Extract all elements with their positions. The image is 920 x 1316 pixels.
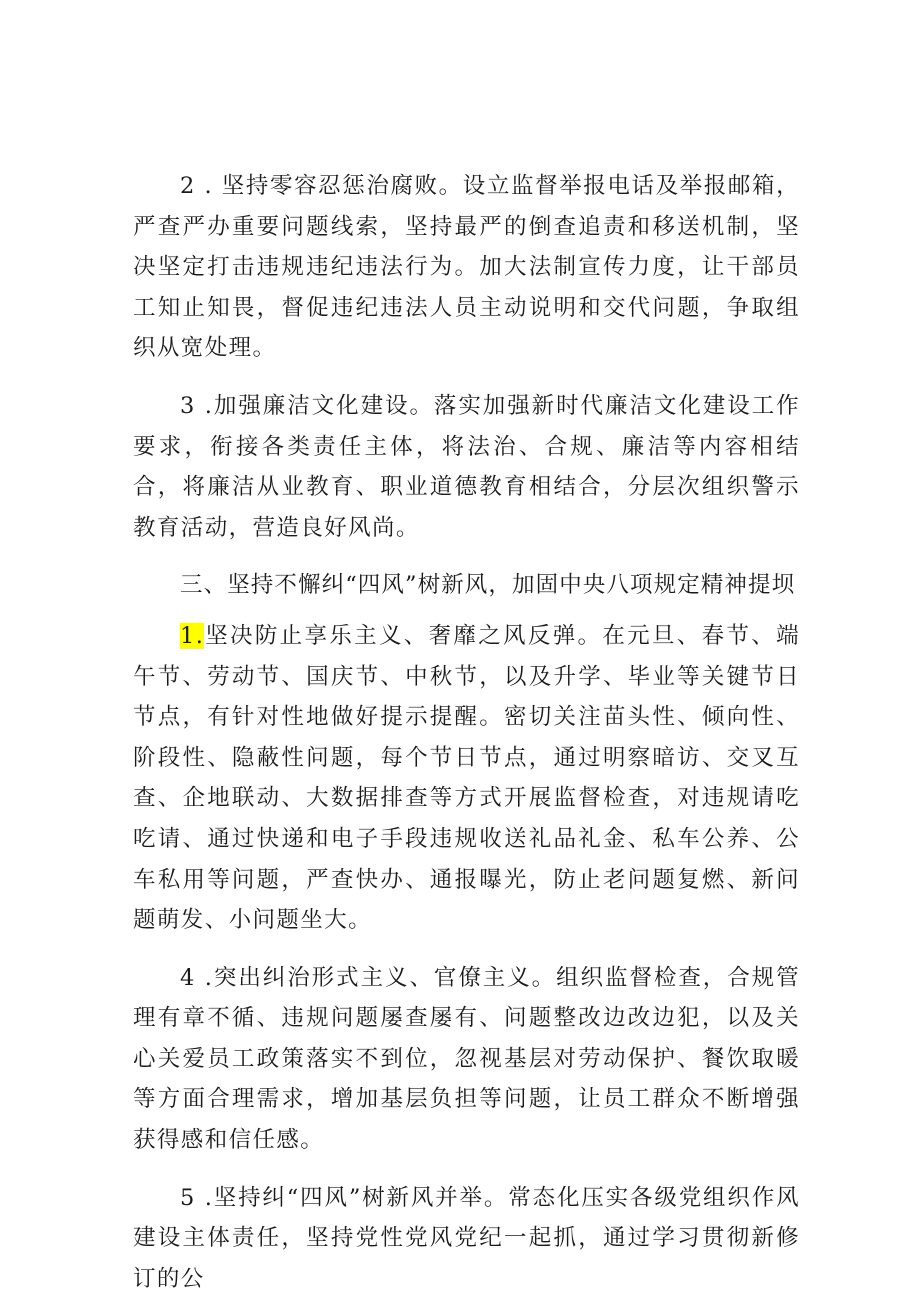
- paragraph-item-5: 5 .坚持纠“四风”树新风并举。常态化压实各级党组织作风建设主体责任，坚持党性党风党纪一起抓，通过学习贯彻新修订的公: [133, 1184, 800, 1292]
- highlighted-item-marker: 1.: [180, 622, 205, 649]
- paragraph-item-1-text: 坚决防止享乐主义、奢靡之风反弹。在元旦、春节、端午节、劳动节、国庆节、中秋节，以及升学、毕业等关键节日节点，有针对性地做好提示提醒。密切关注苗头性、倾向性、阶段性、隐蔽性问题，每个节日节点，通过明察暗访、交叉互查、企地联动、大数据排查等方式开展监督检查，对违规请吃吃请、通过快递和电子手段违规收送礼品礼金、私车公养、公车私用等问题，严查快办、通报曝光，防止老问题复燃、新问题萌发、小问题坐大。: [133, 622, 800, 934]
- paragraph-item-4: 4 .突出纠治形式主义、官僚主义。组织监督检查，合规管理有章不循、违规问题屡查屡有、问题整改边改边犯，以及关心关爱员工政策落实不到位，忽视基层对劳动保护、餐饮取暖等方面合理需求，增加基层负担等问题，让员工群众不断增强获得感和信任感。: [133, 964, 800, 1154]
- section-heading-3: 三、坚持不懈纠“四风”树新风，加固中央八项规定精神提坝: [180, 572, 796, 599]
- document-body: [133, 166, 800, 1316]
- paragraph-item-1-highlighted: [133, 616, 800, 941]
- paragraph-item-3: 3 .加强廉洁文化建设。落实加强新时代廉洁文化建设工作要求，衔接各类责任主体，将法治、合规、廉洁等内容相结合，将廉洁从业教育、职业道德教育相结合，分层次组织警示教育活动，营造良好风尚。: [133, 392, 800, 541]
- paragraph-item-2: 2 . 坚持零容忍惩治腐败。设立监督举报电话及举报邮箱，严查严办重要问题线索，坚持最严的倒查追责和移送机制，坚决坚定打击违规违纪违法行为。加大法制宣传力度，让干部员工知止知畏，督促违纪违法人员主动说明和交代问题，争取组织从宽处理。: [133, 173, 800, 362]
